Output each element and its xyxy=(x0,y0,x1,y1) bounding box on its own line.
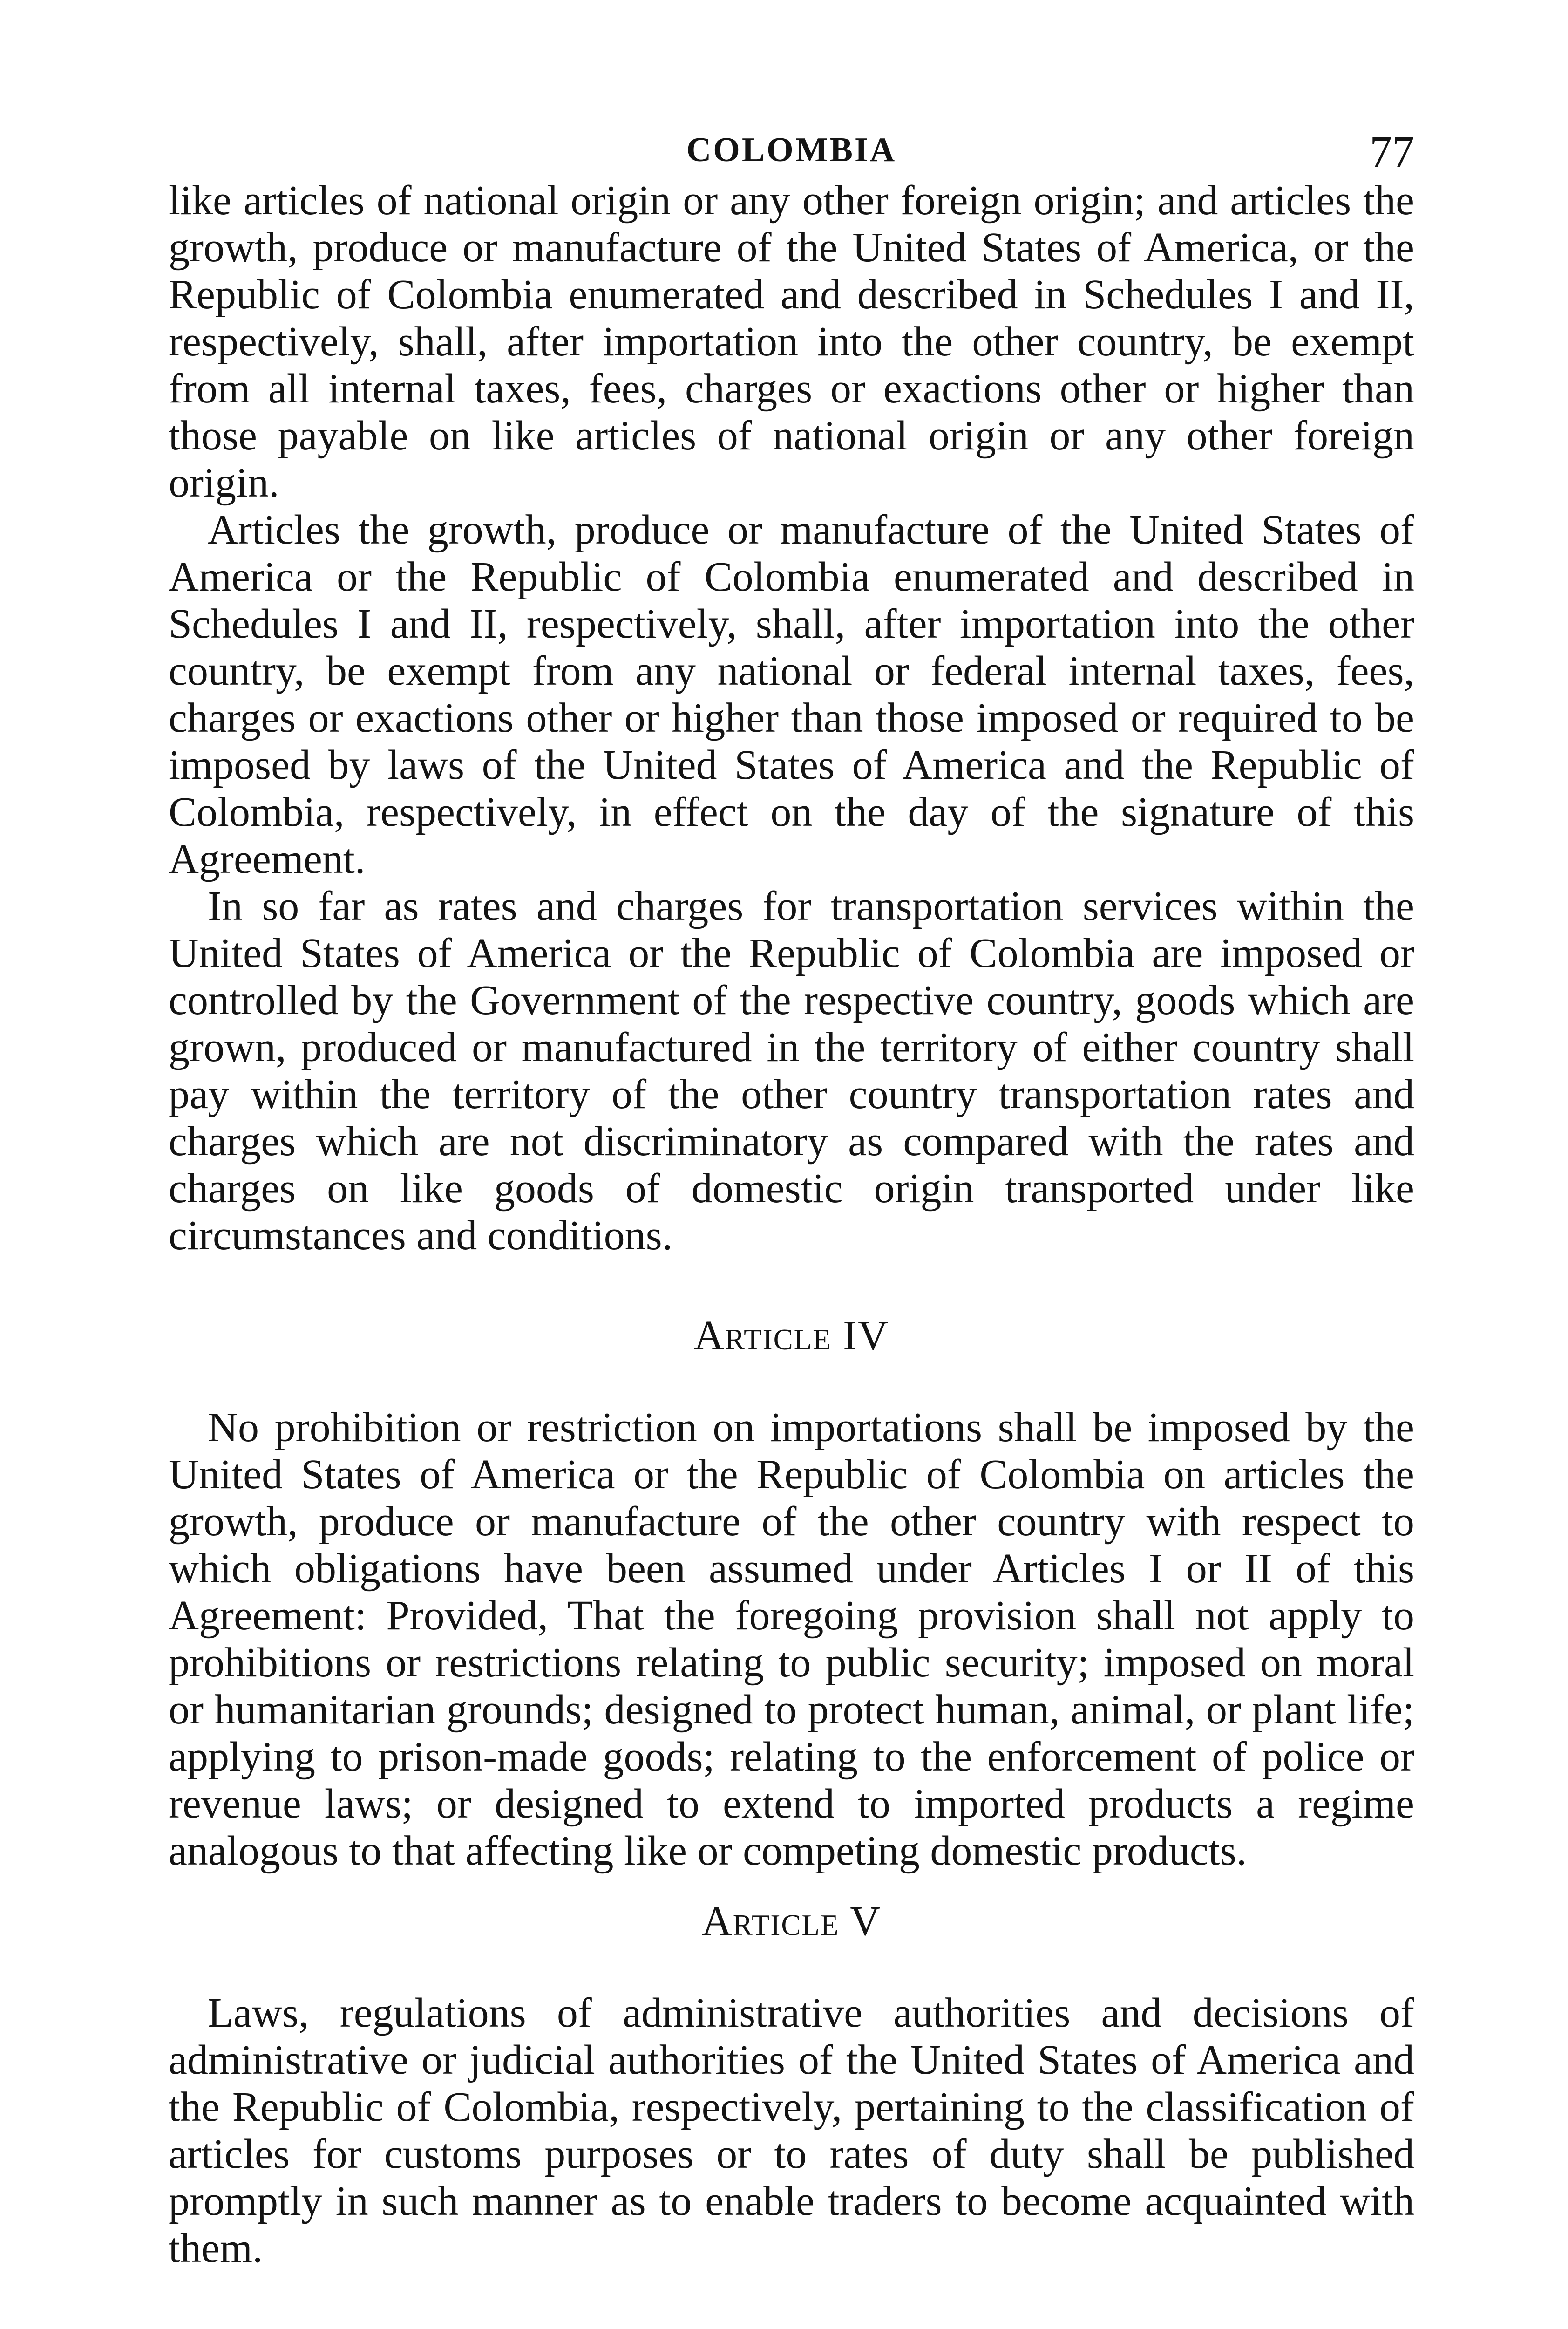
body-text xyxy=(169,177,1414,2272)
page-number: 77 xyxy=(1370,127,1414,177)
article-v-text: Laws, regulations of administrative authorities and decisions of administrative or judicial authorities of the United States of America and the Republic of Colombia, respectively, pertaining to the classification of articles for customs purposes or to rates of duty shall be published promptly in such manner as to enable traders to become acquainted with them. xyxy=(169,1990,1414,2271)
running-head xyxy=(169,126,1414,177)
article-v-heading: Article V xyxy=(701,1898,882,1944)
running-title: COLOMBIA xyxy=(686,131,897,169)
article-iv-text: No prohibition or restriction on importations shall be imposed by the United States of America or the Republic of Colombia on articles the growth, produce or manufacture of the other country with respect to which obligations have been assumed under Articles I or II of this Agreement: Provided, That the foregoing provision shall not apply to prohibitions or restrictions relating to public security; imposed on moral or humanitarian grounds; designed to protect human, animal, or plant life; applying to prison-made goods; relating to the enforcement of police or revenue laws; or designed to extend to imported products a regime analogous to that affecting like or competing domestic products. xyxy=(169,1404,1414,1874)
document-page xyxy=(169,126,1414,2329)
paragraph-continued: like articles of national origin or any other foreign origin; and articles the growth, produce or manufacture of the United States of America, or the Republic of Colombia enumerated and described in Schedules I and II, respectively, shall, after importation into the other country, be exempt from all internal taxes, fees, charges or exactions other or higher than those payable on like articles of national origin or any other foreign origin. xyxy=(169,177,1414,506)
paragraph-transportation: In so far as rates and charges for transportation services within the United States of America or the Republic of Colombia are imposed or controlled by the Government of the respective country, goods which are grown, produced or manufactured in the territory of either country shall pay within the territory of the other country transportation rates and charges which are not discriminatory as compared with the rates and charges on like goods of domestic origin transported under like circumstances and conditions. xyxy=(169,883,1414,1259)
paragraph-articles-exempt: Articles the growth, produce or manufacture of the United States of America or the Republic of Colombia enumerated and described in Schedules I and II, respectively, shall, after importation into the other country, be exempt from any national or federal internal taxes, fees, charges or exactions other or higher than those imposed or required to be imposed by laws of the United States of America and the Republic of Colombia, respectively, in effect on the day of the signature of this Agreement. xyxy=(169,507,1414,882)
article-iv-heading: Article IV xyxy=(693,1313,889,1359)
